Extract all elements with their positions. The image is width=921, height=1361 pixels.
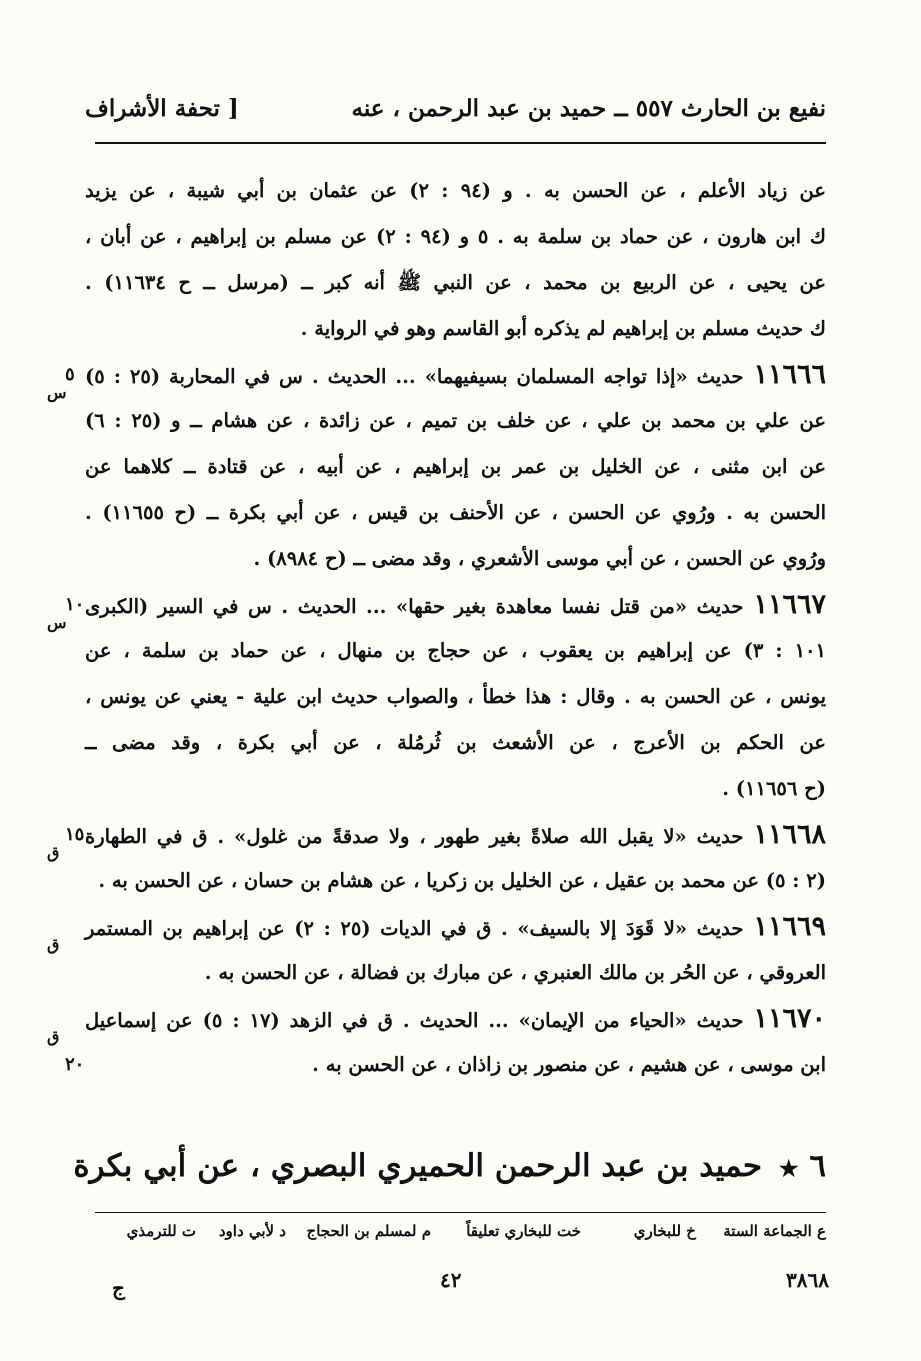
text-line: عن ابن مثنى ، عن الخليل بن عمر بن إبراهيم ، عن أبيه ، عن قتادة ــ كلاهما عن: [85, 455, 826, 478]
signature-mark: ج: [112, 1276, 125, 1300]
hadith-text: حديث «من قتل نفسا معاهدة بغير حقها» ... الحديث . س في السير (الكبرى: [85, 595, 744, 618]
hadith-text: حديث «لا يقبل الله صلاةً بغير طهور ، ولا صدقةً من غلول» . ق في الطهارة: [85, 825, 744, 848]
hadith-number: ١١٦٦٨: [753, 819, 826, 850]
hadith-text: ابن موسى ، عن هشيم ، عن منصور بن زاذان ، عن الحسن به .: [312, 1053, 826, 1076]
abbreviation-item: م لمسلم بن الحجاج: [306, 1222, 431, 1240]
margin-source-code: ق: [47, 935, 60, 954]
header-right-title: نفيع بن الحارث ٥٥٧ ــ حميد بن عبد الرحمن ، عنه: [351, 95, 826, 122]
text-line: عن زياد الأعلم ، عن الحسن به . و (٩٤ : ٢) عن عثمان بن أبي شيبة ، عن يزيد: [85, 179, 826, 202]
hadith-entry-first-line: [47, 352, 826, 402]
hadith-entry-first-line: [47, 812, 826, 862]
hadith-entry-first-line: [47, 582, 826, 632]
header-rule: [95, 142, 826, 144]
margin-source-code: ق: [47, 843, 60, 862]
abbreviation-item: د لأبي داود: [218, 1222, 286, 1240]
star-icon: ★: [778, 1156, 799, 1182]
text-line: يونس ، عن الحسن به . وقال : هذا خطأ ، والصواب حديث ابن علية - يعني عن يونس ،: [85, 685, 826, 708]
running-header: [85, 95, 826, 135]
margin-line-number: ١٥: [65, 824, 85, 845]
text-line: ١٠١ : ٣) عن إبراهيم بن يعقوب ، عن حجاج بن منهال ، عن حماد بن سلمة ، عن: [85, 639, 826, 662]
text-line: عن الحكم بن الأعرج ، عن الأشعث بن ثُرمُلة ، عن أبي بكرة ، وقد مضى ــ: [85, 731, 826, 754]
hadith-number: ١١٦٧٠: [753, 1003, 827, 1034]
header-left-title: [ تحفة الأشراف: [85, 95, 239, 122]
hadith-text: حديث «إذا تواجه المسلمان بسيفيهما» ... الحديث . س في المحاربة (٢٥ : ٥): [85, 365, 744, 388]
text-line: ورُوي عن الحسن ، عن أبي موسى الأشعري ، وقد مضى ــ (ح ٨٩٨٤) .: [253, 547, 826, 570]
margin-source-code: ق: [47, 1027, 60, 1046]
abbreviation-item: خ للبخاري: [633, 1222, 696, 1240]
hadith-text: حديث «لا قَوَدَ إلا بالسيف» . ق في الديات (٢٥ : ٢) عن إبراهيم بن المستمر: [85, 917, 744, 940]
text-line: [65, 1042, 826, 1088]
hadith-number: ١١٦٦٦: [753, 359, 826, 390]
hadith-entry-first-line: [47, 904, 826, 954]
hadith-number: ١١٦٦٧: [753, 589, 826, 620]
margin-source-code: س: [47, 613, 67, 632]
margin-source-code: س: [47, 383, 67, 402]
footnote-rule: [95, 1212, 826, 1213]
abbreviation-item: ع الجماعة الستة: [723, 1222, 826, 1240]
margin-line-number: ١٠: [65, 594, 85, 615]
hadith-text: حديث «الحياء من الإيمان» ... الحديث . ق في الزهد (١٧ : ٥) عن إسماعيل: [85, 1009, 744, 1032]
bottom-reference-number: ٣٨٦٨: [786, 1268, 829, 1292]
margin-line-number: ٥: [65, 364, 75, 385]
section-number: ٦: [809, 1148, 826, 1184]
text-line: ك حديث مسلم بن إبراهيم لم يذكره أبو القاسم وهو في الرواية .: [300, 317, 826, 340]
section-heading-text: حميد بن عبد الرحمن الحميري البصري ، عن أبي بكرة: [73, 1148, 763, 1184]
text-line: (ح ١١٦٥٦) .: [722, 777, 826, 800]
text-line: الحسن به . ورُوي عن الحسن ، عن الأحنف بن قيس ، عن أبي بكرة ــ (ح ١١٦٥٥) .: [85, 501, 826, 524]
text-line: (٢ : ٥) عن محمد بن عقيل ، عن الخليل بن زكريا ، عن هشام بن حسان ، عن الحسن به .: [98, 869, 826, 892]
margin-line-number: ٢٠: [65, 1054, 85, 1075]
text-line: العروقي ، عن الحُر بن مالك العنبري ، عن مبارك بن فضالة ، عن الحسن به .: [204, 961, 826, 984]
section-heading: [73, 1148, 826, 1184]
abbreviation-item: خت للبخاري تعليقاً: [466, 1222, 581, 1240]
abbreviation-key: [100, 1222, 826, 1248]
hadith-number: ١١٦٦٩: [753, 911, 826, 942]
abbreviation-item: ت للترمذي: [126, 1222, 196, 1240]
text-line: ك ابن هارون ، عن حماد بن سلمة به . ٥ و (٩٤ : ٢) عن مسلم بن إبراهيم ، عن أبان ،: [85, 225, 827, 248]
text-line: عن يحيى ، عن الربيع بن محمد ، عن النبي ﷺ أنه كبر ــ (مرسل ــ ح ١١٦٣٤) .: [85, 271, 826, 294]
hadith-entry-first-line: [47, 996, 827, 1046]
page-number: ٤٢: [440, 1268, 462, 1292]
text-line: عن علي بن محمد بن علي ، عن خلف بن تميم ، عن زائدة ، عن هشام ــ و (٢٥ : ٦): [85, 409, 826, 432]
text-body: [47, 168, 827, 1088]
